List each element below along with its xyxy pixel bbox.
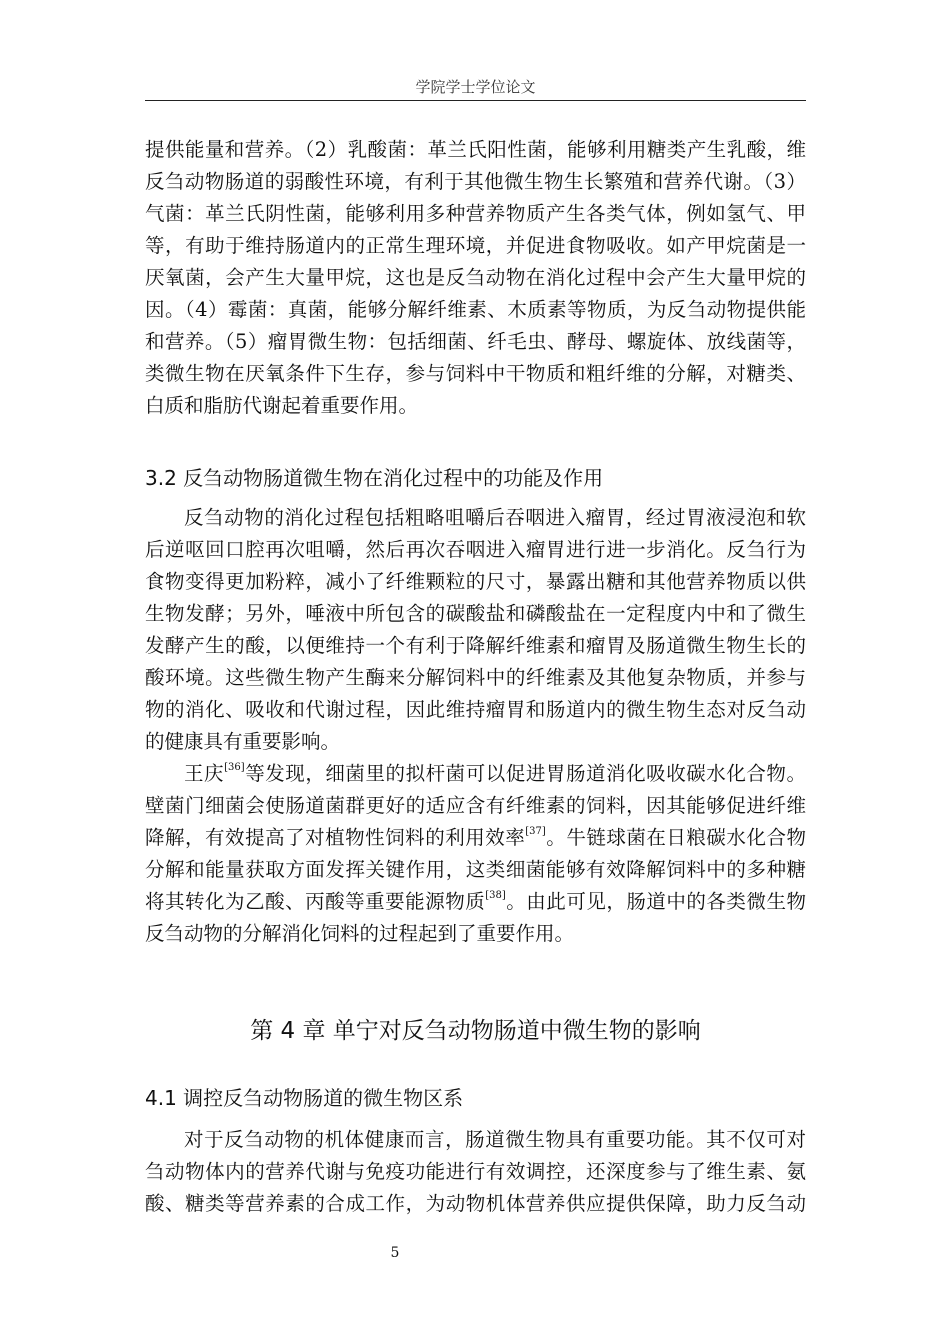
text-line	[145, 726, 806, 758]
text-line	[145, 1124, 806, 1156]
text-line	[145, 662, 806, 694]
text-line	[145, 758, 806, 790]
text-run: 酸、糖类等营养素的合成工作，为动物机体营养供应提供保障，助力反刍动	[145, 1192, 806, 1215]
citation-superscript: [36]	[224, 762, 245, 773]
text-run: 气菌：革兰氏阴性菌，能够利用多种营养物质产生各类气体，例如氢气、甲	[145, 202, 806, 225]
text-run: 白质和脂肪代谢起着重要作用。	[145, 394, 419, 417]
text-line	[145, 630, 806, 662]
text-run: 反刍动物的分解消化饲料的过程起到了重要作用。	[145, 922, 575, 945]
text-line	[145, 390, 806, 422]
paragraph	[145, 502, 806, 758]
text-run: 类微生物在厌氧条件下生存，参与饲料中干物质和粗纤维的分解，对糖类、	[145, 362, 806, 385]
text-line	[145, 358, 806, 390]
text-line	[145, 694, 806, 726]
text-line	[145, 854, 806, 886]
text-line	[145, 822, 806, 854]
text-run: 等发现，细菌里的拟杆菌可以促进胃肠道消化吸收碳水化合物。	[244, 762, 806, 785]
citation-superscript: [37]	[525, 826, 546, 837]
paragraph	[145, 134, 806, 422]
text-line	[145, 886, 806, 918]
text-run: 物的消化、吸收和代谢过程，因此维持瘤胃和肠道内的微生物生态对反刍动	[145, 698, 806, 721]
text-run: 发酵产生的酸，以便维持一个有利于降解纤维素和瘤胃及肠道微生物生长的	[145, 634, 806, 657]
text-line	[145, 294, 806, 326]
text-line	[145, 534, 806, 566]
text-run: 后逆呕回口腔再次咀嚼，然后再次吞咽进入瘤胃进行进一步消化。反刍行为	[145, 538, 806, 561]
chapter-heading-4: 第 4 章 单宁对反刍动物肠道中微生物的影响	[250, 1018, 701, 1044]
text-line	[145, 1188, 806, 1220]
text-line	[145, 134, 806, 166]
text-line	[145, 262, 806, 294]
text-line	[145, 198, 806, 230]
text-line	[145, 598, 806, 630]
text-line	[145, 326, 806, 358]
running-header: 学院学士学位论文	[415, 78, 536, 96]
header-rule	[145, 100, 806, 101]
text-run: 食物变得更加粉粹，减小了纤维颗粒的尺寸，暴露出糖和其他营养物质以供	[145, 570, 806, 593]
text-line	[145, 790, 806, 822]
text-run: 将其转化为乙酸、丙酸等重要能源物质	[145, 890, 486, 913]
text-line	[145, 1156, 806, 1188]
text-run: 等，有助于维持肠道内的正常生理环境，并促进食物吸收。如产甲烷菌是一	[145, 234, 806, 257]
text-run: 壁菌门细菌会使肠道菌群更好的适应含有纤维素的饲料，因其能够促进纤维	[145, 794, 806, 817]
text-run: 王庆	[184, 762, 225, 785]
paragraph	[145, 1124, 806, 1220]
section-heading-4-1: 4.1 调控反刍动物肠道的微生物区系	[145, 1086, 464, 1110]
text-run: 生物发酵；另外，唾液中所包含的碳酸盐和磷酸盐在一定程度内中和了微生	[145, 602, 806, 625]
text-line	[145, 502, 806, 534]
text-run: 反刍动物肠道的弱酸性环境，有利于其他微生物生长繁殖和营养代谢。（3）	[145, 170, 806, 193]
citation-superscript: [38]	[485, 890, 506, 901]
section-heading-3-2: 3.2 反刍动物肠道微生物在消化过程中的功能及作用	[145, 466, 604, 490]
text-run: 反刍动物的消化过程包括粗略咀嚼后吞咽进入瘤胃，经过胃液浸泡和软	[184, 506, 806, 529]
text-run: 和营养。（5）瘤胃微生物：包括细菌、纤毛虫、酵母、螺旋体、放线菌等，	[145, 330, 806, 353]
text-line	[145, 566, 806, 598]
text-line	[145, 166, 806, 198]
text-run: 刍动物体内的营养代谢与免疫功能进行有效调控，还深度参与了维生素、氨	[145, 1160, 806, 1183]
paragraph	[145, 758, 806, 950]
text-run: 厌氧菌，会产生大量甲烷，这也是反刍动物在消化过程中会产生大量甲烷的	[145, 266, 806, 289]
text-run: 提供能量和营养。（2）乳酸菌：革兰氏阳性菌，能够利用糖类产生乳酸，维	[145, 138, 806, 161]
text-run: 。牛链球菌在日粮碳水化合物	[545, 826, 806, 849]
text-line	[145, 918, 806, 950]
text-run: 的健康具有重要影响。	[145, 730, 341, 753]
text-run: 分解和能量获取方面发挥关键作用，这类细菌能够有效降解饲料中的多种糖	[145, 858, 806, 881]
text-run: 酸环境。这些微生物产生酶来分解饲料中的纤维素及其他复杂物质，并参与	[145, 666, 806, 689]
text-run: 对于反刍动物的机体健康而言，肠道微生物具有重要功能。其不仅可对	[184, 1128, 806, 1151]
text-run: 。由此可见，肠道中的各类微生物	[505, 890, 806, 913]
text-line	[145, 230, 806, 262]
page-number: 5	[390, 1245, 400, 1261]
text-run: 降解，有效提高了对植物性饲料的利用效率	[145, 826, 526, 849]
text-run: 因。（4）霉菌：真菌，能够分解纤维素、木质素等物质，为反刍动物提供能	[145, 298, 806, 321]
